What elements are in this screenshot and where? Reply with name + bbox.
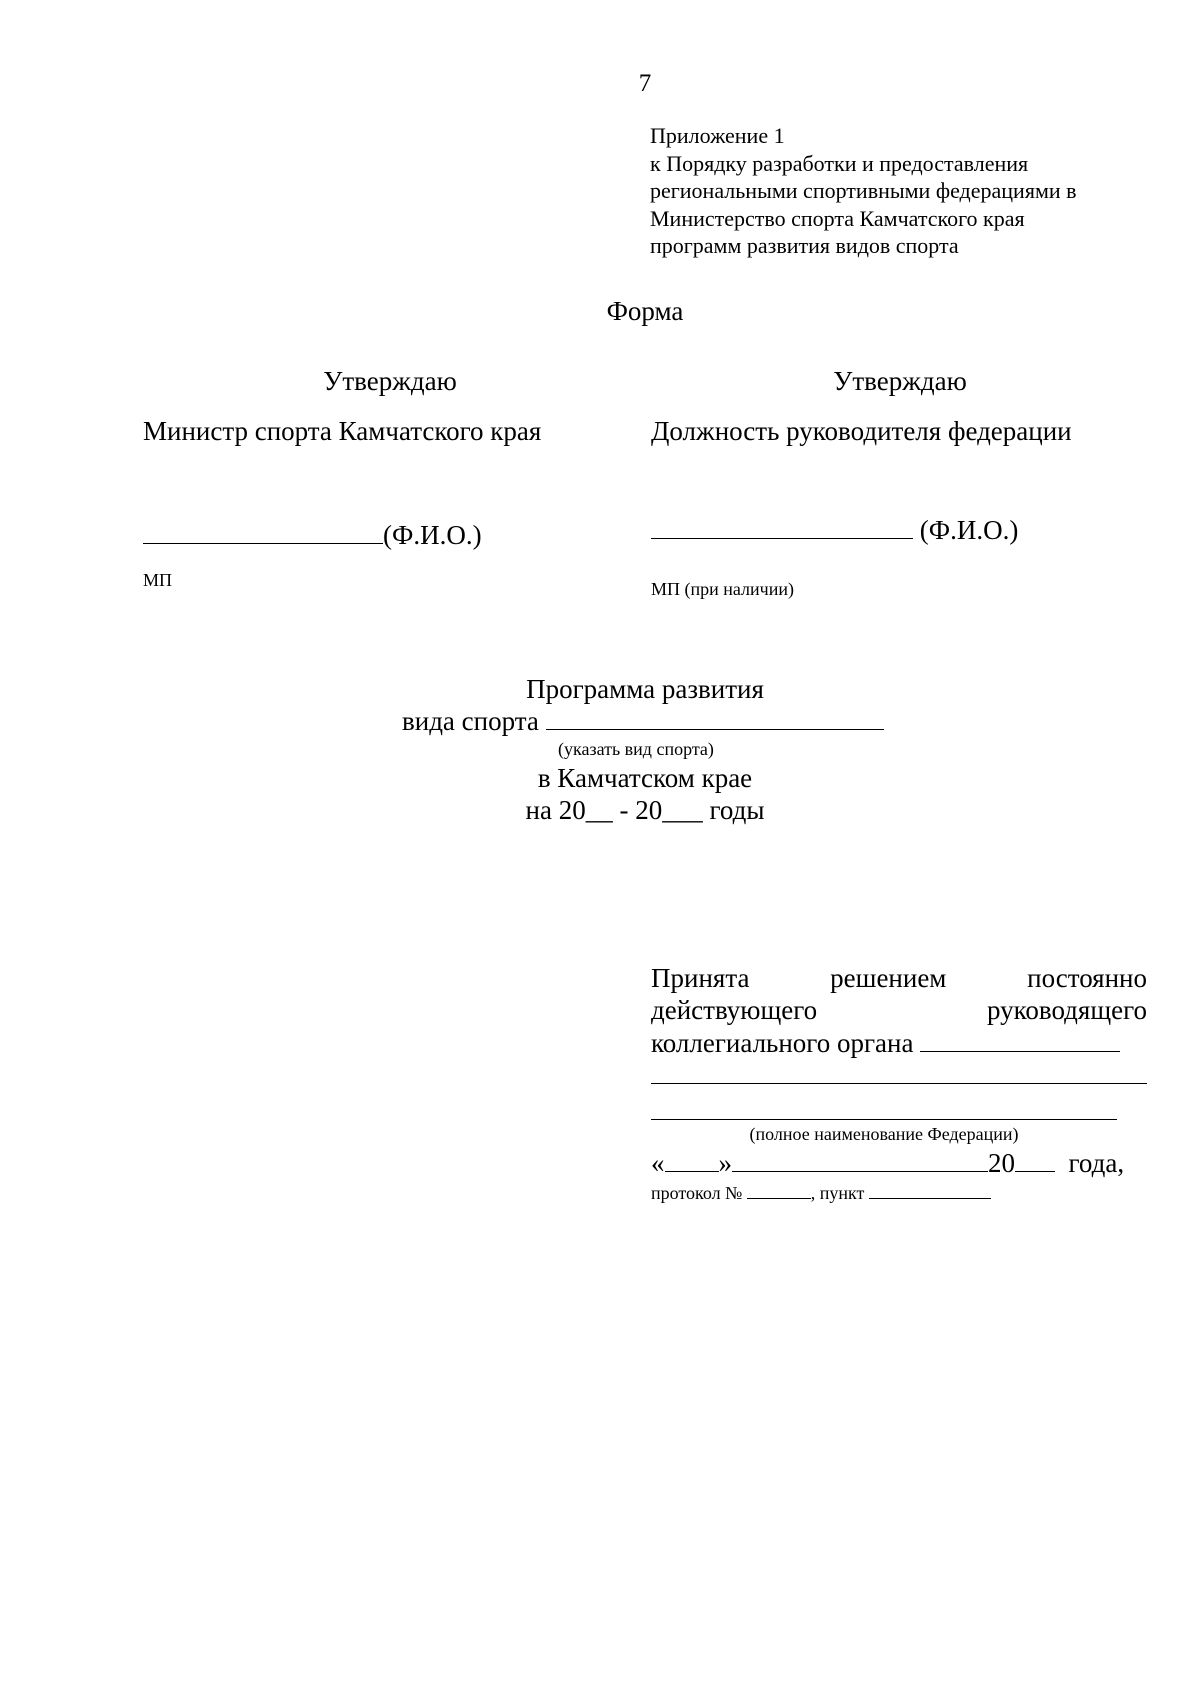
approve-right-position: Должность руководителя федерации [651,416,1072,446]
appendix-line: к Порядку разработки и предоставления [650,150,1029,176]
appendix-header [650,122,1077,260]
program-years: на 20__ - 20___ годы [525,795,765,825]
sport-type-field[interactable] [402,706,884,737]
approve-right-title: Утверждаю [833,366,967,396]
form-label: Форма [606,296,684,326]
date-suffix: года, [1068,1148,1125,1178]
approve-left-position: Министр спорта Камчатского края [143,416,542,446]
sport-type-hint: (указать вид спорта) [558,739,714,759]
month-blank[interactable] [732,1170,988,1172]
adoption-date-field[interactable] [651,1148,1124,1179]
point-blank[interactable] [869,1197,991,1199]
adoption-statement: Принята решением постоянно действующего руководящего [651,963,1147,1025]
close-quote: » [718,1148,732,1178]
point-label: , пункт [810,1183,865,1203]
program-region: в Камчатском крае [537,763,753,793]
stamp-label-left: МП [143,570,173,590]
year-blank[interactable] [1015,1170,1055,1172]
protocol-field[interactable] [651,1183,991,1204]
open-quote: « [651,1148,665,1178]
appendix-line: программ развития видов спорта [650,233,959,258]
stamp-label-right: МП (при наличии) [651,579,794,599]
signature-blank [651,537,913,539]
sport-type-label: вида спорта [402,706,539,736]
page-number: 7 [638,70,652,97]
appendix-line: Приложение 1 [650,123,785,148]
federation-head-signature-line[interactable] [651,515,1018,546]
federation-name-blank-2[interactable] [651,1118,1117,1120]
day-blank[interactable] [665,1170,719,1172]
protocol-number-blank[interactable] [747,1197,811,1199]
sport-type-blank[interactable] [546,728,884,730]
appendix-line: региональными спортивными федерациями в [650,178,1077,203]
approve-left-title: Утверждаю [323,366,457,396]
organ-field[interactable] [651,1028,1120,1059]
federation-name-blank-1[interactable] [651,1082,1147,1084]
federation-name-hint: (полное наименование Федерации) [749,1124,1019,1144]
protocol-label: протокол № [651,1183,743,1203]
appendix-line: Министерство спорта Камчатского края [650,205,1025,231]
year-prefix: 20 [988,1148,1015,1178]
fio-label: (Ф.И.О.) [919,515,1019,545]
organ-label: коллегиального органа [651,1028,914,1058]
program-title: Программа развития [526,674,764,704]
minister-signature-line[interactable] [143,520,482,551]
organ-blank[interactable] [920,1050,1120,1052]
fio-label: (Ф.И.О.) [383,520,482,550]
signature-blank [143,542,383,544]
